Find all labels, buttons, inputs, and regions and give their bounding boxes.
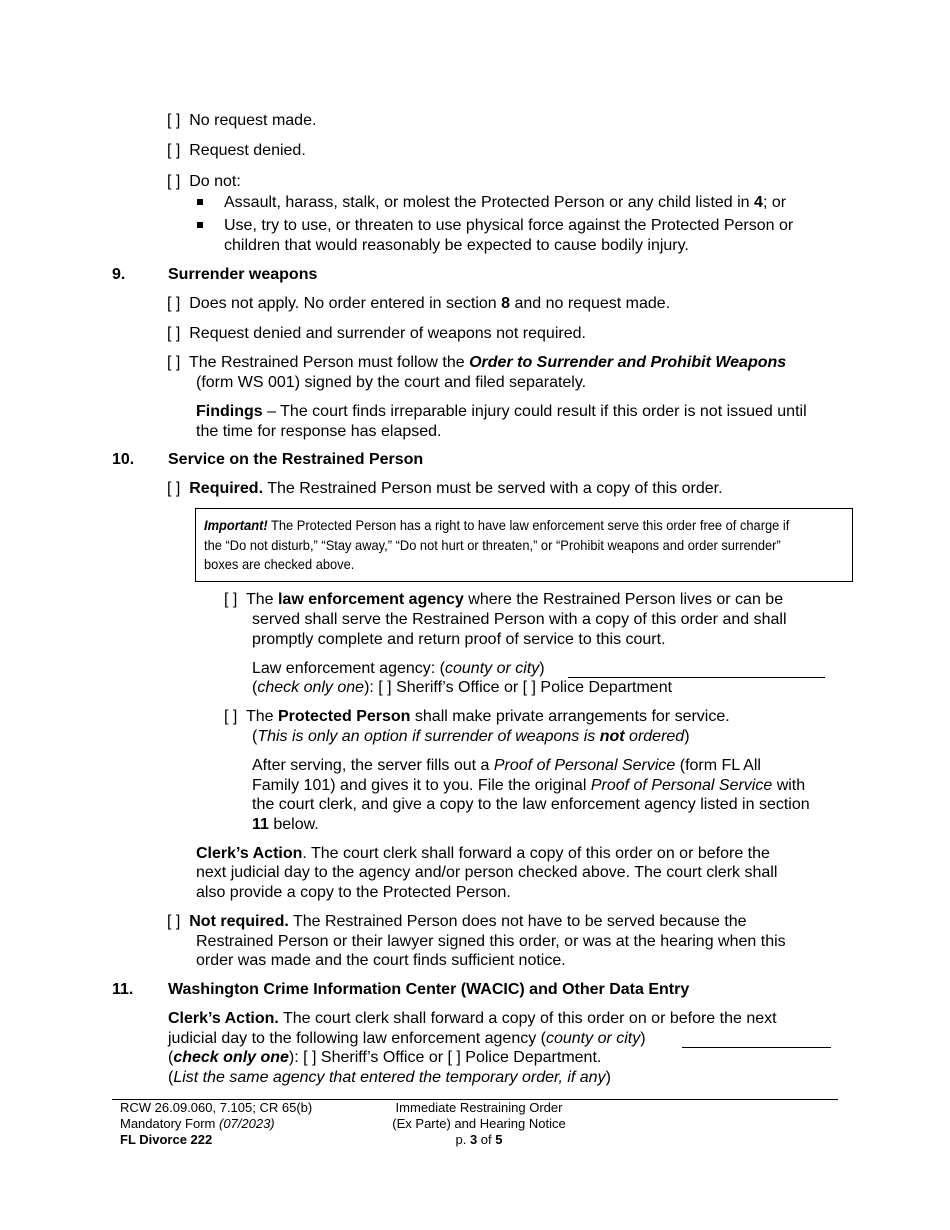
section-number: 11.: [112, 981, 134, 998]
bullet-text: Assault, harass, stalk, or molest the Protected Person or any child listed in: [224, 194, 755, 211]
section-title: Washington Crime Information Center (WACIC) and Other Data Entry: [168, 981, 690, 998]
option-note: (This is only an option if surrender of weapons is not ordered): [252, 728, 690, 745]
option-do-not: [167, 172, 241, 192]
option-no-request: [167, 111, 316, 131]
checkbox[interactable]: [ ]: [167, 295, 181, 312]
bullet-item: Use, try to use, or threaten to use physical force against the Protected Person or: [224, 217, 794, 234]
checkbox[interactable]: [ ]: [167, 142, 181, 159]
footer-mandatory: Mandatory Form (07/2023): [120, 1116, 275, 1131]
option-text-cont: (form WS 001) signed by the court and filed separately.: [196, 374, 587, 391]
option-text-cont: served shall serve the Restrained Person with a copy of this order and shall: [252, 611, 787, 628]
clerk-action-cont: also provide a copy to the Protected Person.: [196, 884, 511, 901]
option-text-cont: promptly complete and return proof of service to this court.: [252, 631, 666, 648]
clerk-action-cont: judicial day to the following law enforcement agency (county or city): [168, 1030, 646, 1047]
footer-subtitle: (Ex Parte) and Hearing Notice: [392, 1116, 566, 1131]
option-text-cont: Restrained Person or their lawyer signed this order, or was at the hearing when this: [196, 933, 786, 950]
bullet-item: [224, 193, 786, 213]
agency-field-label: Law enforcement agency: (county or city): [252, 660, 545, 677]
clerk-action: Clerk’s Action. The court clerk shall forward a copy of this order on or before the: [196, 845, 770, 862]
important-notice-text: Important! The Protected Person has a right to have law enforcement serve this order free of charge if the “Do not disturb,” “Stay away,” “Do not hurt or threaten,” or “Prohibit weapons and order surrender” boxes are checked above.: [204, 517, 790, 572]
findings: Findings – The court finds irreparable injury could result if this order is not issued until: [196, 403, 807, 420]
agency-type-choice: (check only one): [ ] Sheriff’s Office or [ ] Police Department: [252, 679, 673, 696]
option-request-denied: [167, 141, 306, 161]
after-serving-text: the court clerk, and give a copy to the law enforcement agency listed in section: [252, 796, 810, 813]
checkbox[interactable]: [ ]: [167, 480, 181, 497]
section-title: Surrender weapons: [168, 266, 318, 283]
section-title: Service on the Restrained Person: [168, 451, 424, 468]
footer-middle: [372, 1100, 586, 1148]
option-text: Do not:: [189, 173, 241, 190]
option-must-surrender: [ ] The Restrained Person must follow the Order to Surrender and Prohibit Weapons: [167, 354, 787, 371]
option-protected-person: [ ] The Protected Person shall make private arrangements for service.: [224, 708, 730, 725]
agency-note: (List the same agency that entered the temporary order, if any): [168, 1069, 611, 1086]
bullet-icon: [197, 222, 203, 228]
section-number: 10.: [112, 451, 135, 468]
footer-left: [120, 1100, 312, 1148]
checkbox[interactable]: [ ]: [224, 708, 238, 725]
section-number: 9.: [112, 266, 126, 283]
checkbox[interactable]: [ ]: [167, 325, 181, 342]
option-text: Request denied.: [189, 142, 306, 159]
option-text-cont: order was made and the court finds sufficient notice.: [196, 952, 566, 969]
bullet-icon: [197, 199, 203, 205]
footer-form-id: FL Divorce 222: [120, 1132, 213, 1147]
after-serving-text: 11 below.: [252, 816, 319, 833]
bullet-text: ; or: [762, 194, 787, 211]
option-law-enforcement: [ ] The law enforcement agency where the Restrained Person lives or can be: [224, 591, 784, 608]
agency-input-line[interactable]: [682, 1047, 831, 1048]
after-serving-text: Family 101) and gives it to you. File the original Proof of Personal Service with: [252, 777, 806, 794]
findings-cont: the time for response has elapsed.: [196, 423, 442, 440]
checkbox[interactable]: [ ]: [167, 112, 181, 129]
important-notice-box: [195, 508, 853, 582]
bullet-item-cont: children that would reasonably be expected to cause bodily injury.: [224, 237, 689, 254]
checkbox[interactable]: [ ]: [167, 173, 181, 190]
checkbox[interactable]: [ ]: [224, 591, 238, 608]
option-not-required: [ ] Not required. The Restrained Person does not have to be served because the: [167, 913, 747, 930]
option-text: No request made.: [189, 112, 317, 129]
footer-statute: RCW 26.09.060, 7.105; CR 65(b): [120, 1100, 313, 1115]
footer-title: Immediate Restraining Order: [395, 1100, 563, 1115]
option-service-required: [ ] Required. The Restrained Person must be served with a copy of this order.: [167, 480, 723, 497]
checkbox[interactable]: [ ]: [167, 354, 181, 371]
after-serving-text: After serving, the server fills out a Proof of Personal Service (form FL All: [252, 757, 761, 774]
checkbox[interactable]: [ ]: [167, 913, 181, 930]
bullet-ref: 4: [754, 194, 763, 211]
agency-type-choice: (check only one): [ ] Sheriff’s Office or [ ] Police Department.: [168, 1049, 602, 1066]
clerk-action: Clerk’s Action. The court clerk shall forward a copy of this order on or before the next: [168, 1010, 777, 1027]
option-does-not-apply: [ ] Does not apply. No order entered in section 8 and no request made.: [167, 295, 671, 312]
clerk-action-cont: next judicial day to the agency and/or person checked above. The court clerk shall: [196, 864, 778, 881]
page-number: p. 3 of 5: [455, 1132, 503, 1147]
option-weapons-denied: [ ] Request denied and surrender of weapons not required.: [167, 325, 586, 342]
